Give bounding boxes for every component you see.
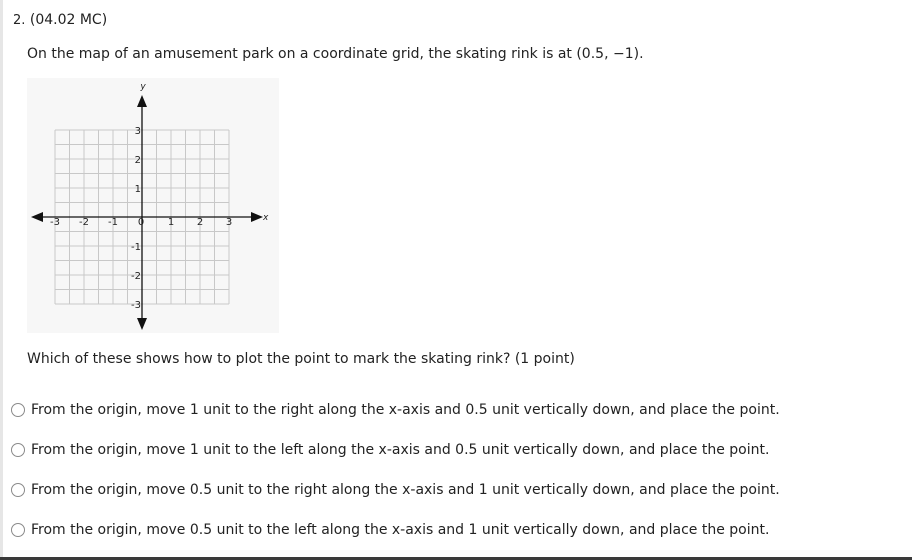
- coordinate-grid-svg: [27, 78, 279, 333]
- radio-button[interactable]: [11, 483, 25, 497]
- answer-option-label[interactable]: From the origin, move 0.5 unit to the left along the x-axis and 1 unit vertically down, and place the point.: [31, 522, 770, 538]
- x-tick-label: 3: [225, 217, 233, 228]
- answer-option-2[interactable]: [11, 442, 769, 458]
- left-border: [0, 0, 3, 560]
- question-prompt: On the map of an amusement park on a coordinate grid, the skating rink is at (0.5, −1).: [27, 46, 644, 62]
- y-axis-arrow-up: [137, 95, 147, 107]
- x-tick-label: -1: [108, 217, 118, 228]
- y-axis-label: y: [140, 82, 146, 92]
- x-axis-arrow-left: [31, 212, 43, 222]
- radio-button[interactable]: [11, 523, 25, 537]
- y-axis-arrow-down: [137, 318, 147, 330]
- y-tick-label: 1: [134, 184, 141, 195]
- question-ask: Which of these shows how to plot the point to mark the skating rink? (1 point): [27, 351, 575, 367]
- y-tick-label: -2: [131, 271, 141, 282]
- x-axis-label: x: [263, 213, 269, 223]
- answer-option-3[interactable]: [11, 482, 780, 498]
- y-tick-label: -1: [131, 242, 141, 253]
- answer-option-4[interactable]: [11, 522, 769, 538]
- coordinate-grid: [27, 78, 279, 333]
- question-code: (04.02 MC): [29, 12, 108, 28]
- answer-option-label[interactable]: From the origin, move 0.5 unit to the right along the x-axis and 1 unit vertically down, and place the point.: [31, 482, 780, 498]
- question-number: 2.: [13, 13, 26, 28]
- answer-option-label[interactable]: From the origin, move 1 unit to the right along the x-axis and 0.5 unit vertically down, and place the point.: [31, 402, 780, 418]
- x-tick-label: 2: [196, 217, 204, 228]
- y-tick-label: -3: [131, 300, 141, 311]
- x-tick-label: 0: [137, 217, 145, 228]
- x-tick-label: -3: [50, 217, 60, 228]
- tick-labels: [50, 82, 269, 311]
- x-axis-arrow-right: [251, 212, 263, 222]
- radio-button[interactable]: [11, 443, 25, 457]
- answer-option-1[interactable]: [11, 402, 780, 418]
- y-tick-label: 2: [134, 155, 141, 166]
- x-tick-label: 1: [167, 217, 175, 228]
- radio-button[interactable]: [11, 403, 25, 417]
- y-tick-label: 3: [134, 126, 141, 137]
- question-header: [13, 12, 107, 28]
- x-tick-label: -2: [79, 217, 89, 228]
- answer-option-label[interactable]: From the origin, move 1 unit to the left along the x-axis and 0.5 unit vertically down, and place the point.: [31, 442, 770, 458]
